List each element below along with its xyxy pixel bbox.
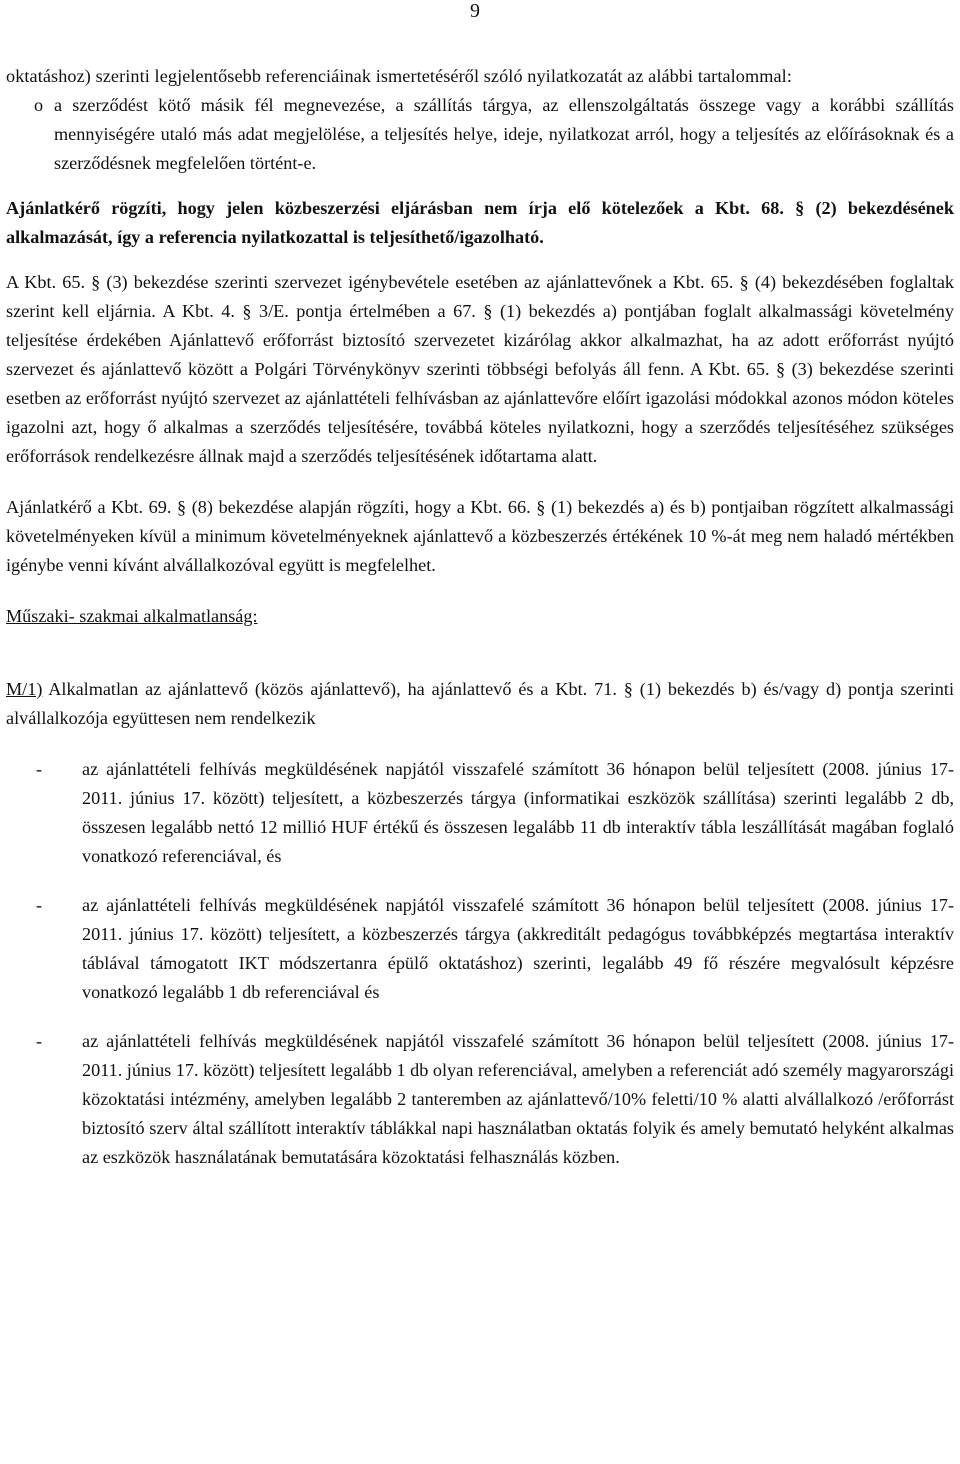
- dash-marker: -: [36, 1031, 43, 1051]
- dash-marker: -: [36, 895, 43, 915]
- bullet-marker: o: [34, 95, 44, 115]
- requirement-list: [6, 755, 954, 1172]
- list-item-text: az ajánlattételi felhívás megküldésének napjától visszafelé számított 36 hónapon belül teljesített (2008. június 17- 2011. június 17. között) teljesített, a közbeszerzés tárgya (akkreditált pedagógus továbbképzés megtartása interaktív táblával támogatott IKT módszertanra épülő oktatáshoz) szerinti, legalább 49 fő részére megvalósult képzésre vonatkozó legalább 1 db referenciával és: [82, 895, 954, 1002]
- document-body: [6, 62, 954, 1192]
- dash-marker: -: [36, 759, 43, 779]
- bullet-text: a szerződést kötő másik fél megnevezése, a szállítás tárgya, az ellenszolgáltatás összege vagy a korábbi szállítás mennyiségére utaló más adat megjelölése, a teljesítés helye, ideje, nyilatkozat arról, hogy a teljesítés az előírásoknak és a szerződésnek megfelelően történt-e.: [54, 95, 954, 173]
- page-number: 9: [470, 0, 480, 22]
- kbt-65-paragraph: A Kbt. 65. § (3) bekezdése szerinti szervezet igénybevétele esetében az ajánlattevőnek a Kbt. 65. § (4) bekezdésében foglaltak szerint kell eljárnia. A Kbt. 4. § 3/E. pontja értelmében a 67. § (1) bekezdés a) pontjában foglalt alkalmassági követelmény teljesítése érdekében Ajánlattevő erőforrást biztosító szervezetet kizárólag akkor alkalmazhat, ha az adott erőforrást nyújtó szervezet és ajánlattevő között a Polgári Törvénykönyv szerinti többségi befolyás áll fenn. A Kbt. 65. § (3) bekezdése szerinti esetben az erőforrást nyújtó szervezet az ajánlattételi felhívásban az ajánlattevőre előírt igazolási módokkal azonos módon köteles igazolni azt, hogy ő alkalmas a szerződés teljesítésére, továbbá köteles nyilatkozni, hogy a szerződés teljesítéséhez szükséges erőforrások rendelkezésre állnak majd a szerződés teljesítésének időtartama alatt.: [6, 272, 954, 466]
- list-item: [6, 755, 954, 871]
- intro-paragraph: oktatáshoz) szerinti legjelentősebb referenciáinak ismertetéséről szóló nyilatkozatát az alábbi tartalommal:: [6, 66, 792, 86]
- intro-bullet: [6, 91, 954, 178]
- m1-paragraph: [6, 675, 954, 733]
- m1-label: M/1): [6, 679, 43, 699]
- bold-paragraph: Ajánlatkérő rögzíti, hogy jelen közbeszerzési eljárásban nem írja elő kötelezőek a Kbt. 68. § (2) bekezdésének alkalmazását, így a referencia nyilatkozattal is teljesíthető/igazolható.: [6, 198, 954, 247]
- m1-text: Alkalmatlan az ajánlattevő (közös ajánlattevő), ha ajánlattevő és a Kbt. 71. § (1) bekezdés b) és/vagy d) pontja szerinti alvállalkozója együttesen nem rendelkezik: [6, 679, 954, 728]
- list-item: [6, 891, 954, 1007]
- kbt-69-paragraph: Ajánlatkérő a Kbt. 69. § (8) bekezdése alapján rögzíti, hogy a Kbt. 66. § (1) bekezdés a) és b) pontjaiban rögzített alkalmassági követelményeken kívül a minimum követelményeknek ajánlattevő a közbeszerzés értékének 10 %-át meg nem haladó mértékben igénybe venni kívánt alvállalkozóval együtt is megfelelhet.: [6, 497, 954, 575]
- list-item: [6, 1027, 954, 1172]
- section-heading: Műszaki- szakmai alkalmatlanság:: [6, 606, 258, 626]
- list-item-text: az ajánlattételi felhívás megküldésének napjától visszafelé számított 36 hónapon belül teljesített (2008. június 17- 2011. június 17. között) teljesített legalább 1 db olyan referenciával, amelyben a referenciát adó személy magyarországi közoktatási intézmény, amelyben legalább 2 tanteremben az ajánlattevő/10% feletti/10 % alatti alvállalkozó /erőforrást biztosító szerv által szállított interaktív táblákkal napi használatban oktatás folyik és amely bemutató helyként alkalmas az eszközök használatának bemutatására közoktatási felhasználás közben.: [82, 1031, 954, 1167]
- list-item-text: az ajánlattételi felhívás megküldésének napjától visszafelé számított 36 hónapon belül teljesített (2008. június 17- 2011. június 17. között) teljesített, a közbeszerzés tárgya (informatikai eszközök szállítása) szerinti legalább 2 db, összesen legalább nettó 12 millió HUF értékű és összesen legalább 11 db interaktív tábla leszállítását magában foglaló vonatkozó referenciával, és: [82, 759, 954, 866]
